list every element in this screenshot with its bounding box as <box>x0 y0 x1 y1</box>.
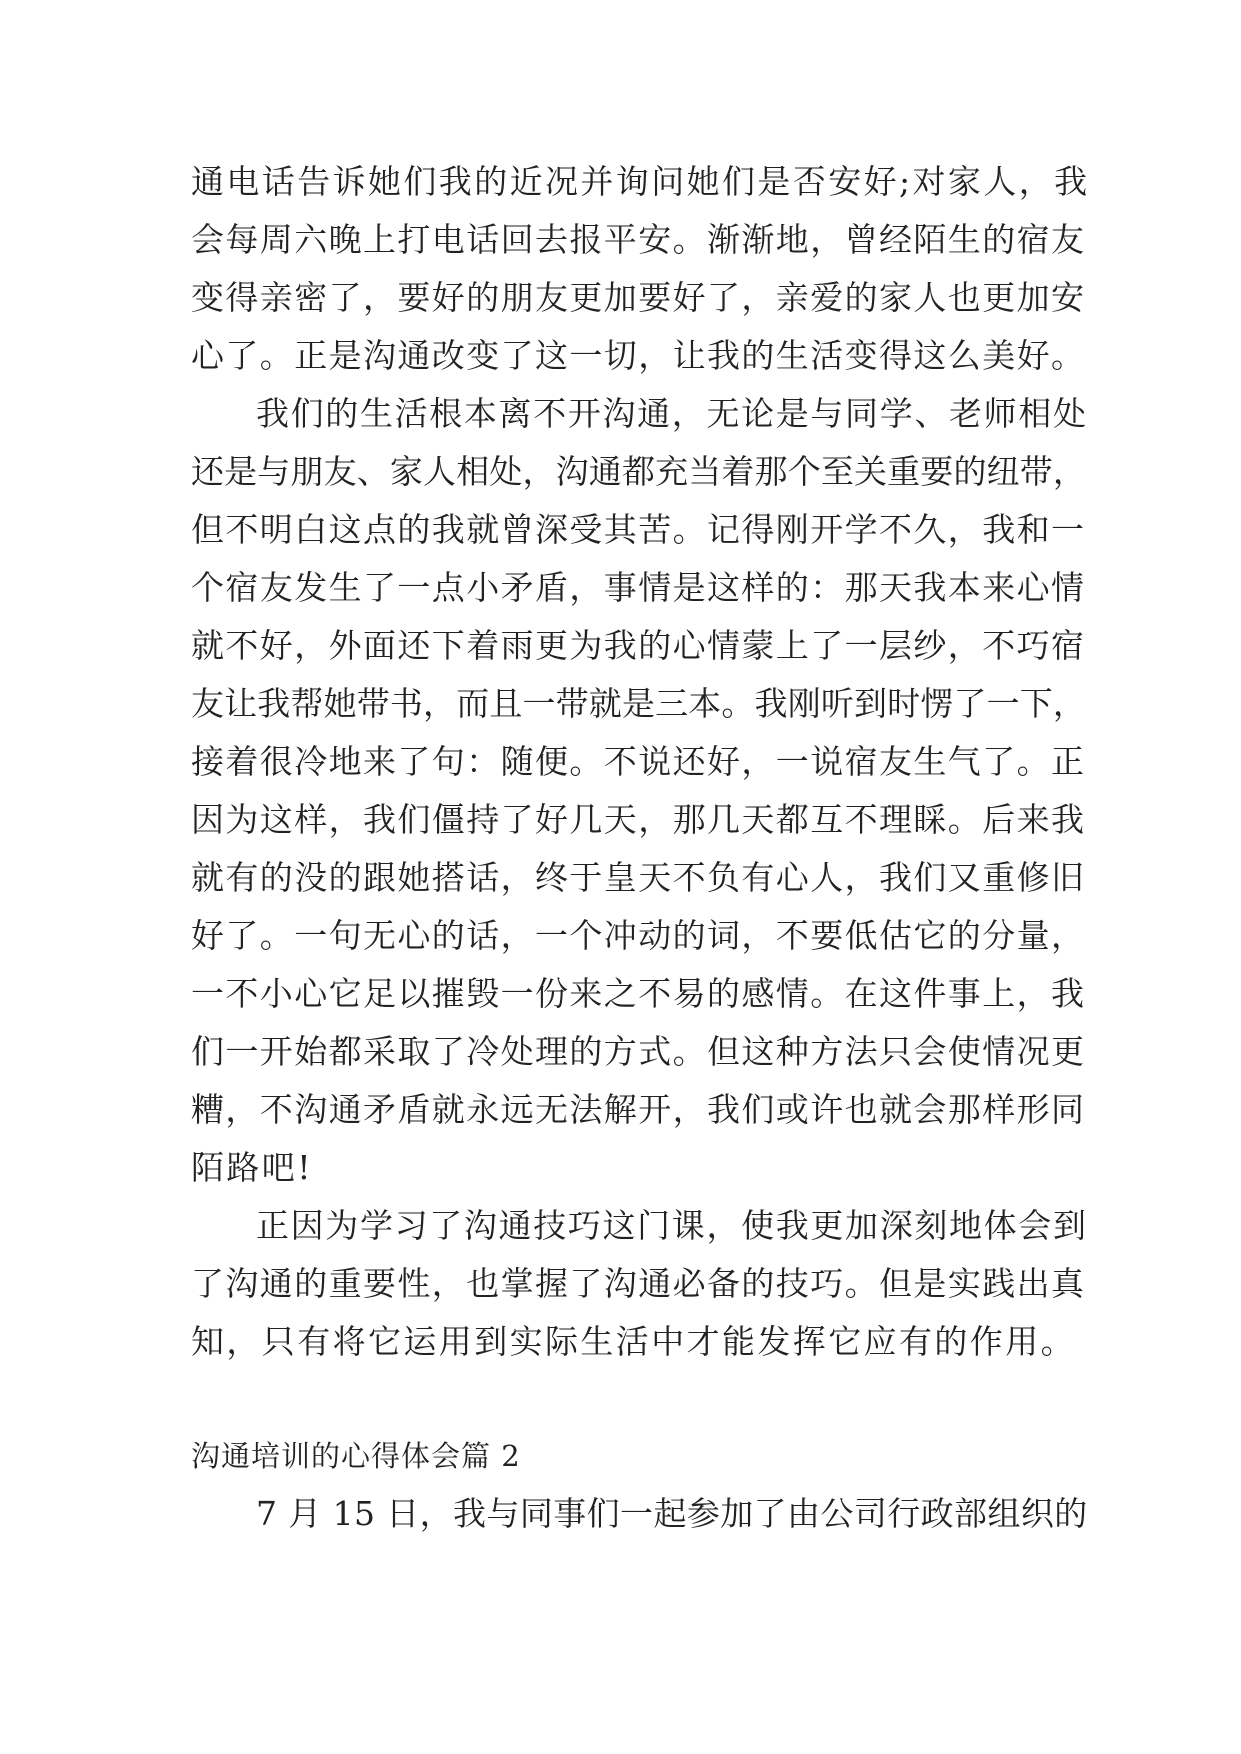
paragraph-2-line-14: 陌路吧! <box>191 1148 313 1187</box>
paragraph-1-line-3: 变得亲密了，要好的朋友更加要好了，亲爱的家人也更加安 <box>191 278 1086 317</box>
paragraph-2-line-4: 个宿友发生了一点小矛盾，事情是这样的：那天我本来心情 <box>191 568 1086 607</box>
section-heading: 沟通培训的心得体会篇 2 <box>191 1439 521 1473</box>
paragraph-1-line-2: 会每周六晚上打电话回去报平安。渐渐地，曾经陌生的宿友 <box>191 220 1086 259</box>
paragraph-2-line-11: 一不小心它足以摧毁一份来之不易的感情。在这件事上，我 <box>191 974 1086 1013</box>
paragraph-1-line-4: 心了。正是沟通改变了这一切，让我的生活变得这么美好。 <box>191 336 1086 375</box>
paragraph-3-line-1: 正因为学习了沟通技巧这门课，使我更加深刻地体会到 <box>256 1206 1088 1245</box>
paragraph-2-line-10: 好了。一句无心的话，一个冲动的词，不要低估它的分量， <box>191 916 1086 955</box>
paragraph-2-line-8: 因为这样，我们僵持了好几天，那几天都互不理睬。后来我 <box>191 800 1086 839</box>
paragraph-2-line-2: 还是与朋友、家人相处，沟通都充当着那个至关重要的纽带， <box>191 452 1087 491</box>
paragraph-2-line-9: 就有的没的跟她搭话，终于皇天不负有心人，我们又重修旧 <box>191 858 1086 897</box>
paragraph-4-line-1: 7 月 15 日，我与同事们一起参加了由公司行政部组织的 <box>256 1494 1088 1533</box>
paragraph-2-line-3: 但不明白这点的我就曾深受其苦。记得刚开学不久，我和一 <box>191 510 1086 549</box>
paragraph-3-line-3: 知，只有将它运用到实际生活中才能发挥它应有的作用。 <box>191 1322 1076 1361</box>
paragraph-2-line-1: 我们的生活根本离不开沟通，无论是与同学、老师相处 <box>256 394 1088 433</box>
paragraph-2-line-6: 友让我帮她带书，而且一带就是三本。我刚听到时愣了一下， <box>191 684 1087 723</box>
paragraph-1-line-1: 通电话告诉她们我的近况并询问她们是否安好;对家人，我 <box>191 162 1090 201</box>
paragraph-3-line-2: 了沟通的重要性，也掌握了沟通必备的技巧。但是实践出真 <box>191 1264 1086 1303</box>
paragraph-2-line-13: 糟，不沟通矛盾就永远无法解开，我们或许也就会那样形同 <box>191 1090 1086 1129</box>
paragraph-2-line-5: 就不好，外面还下着雨更为我的心情蒙上了一层纱，不巧宿 <box>191 626 1086 665</box>
paragraph-2-line-12: 们一开始都采取了冷处理的方式。但这种方法只会使情况更 <box>191 1032 1086 1071</box>
paragraph-2-line-7: 接着很冷地来了句：随便。不说还好，一说宿友生气了。正 <box>191 742 1086 781</box>
